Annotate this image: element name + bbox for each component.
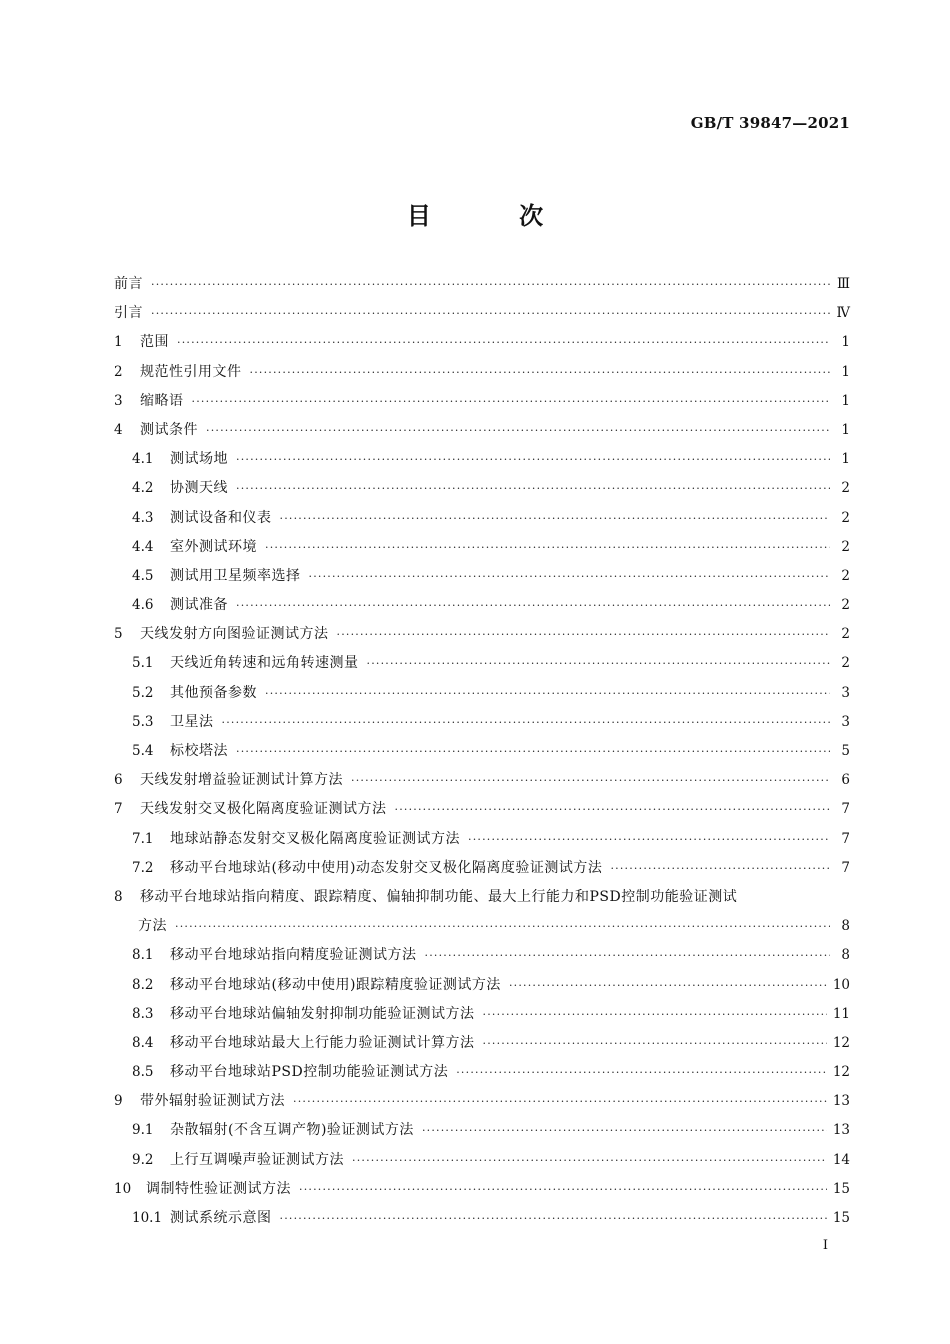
toc-leader-dots: [236, 737, 830, 766]
toc-entry[interactable]: [114, 1116, 850, 1145]
toc-entry-page: 1: [841, 392, 850, 409]
toc-entry[interactable]: [114, 416, 850, 445]
toc-entry-page: 1: [841, 334, 850, 351]
toc-entry[interactable]: [114, 328, 850, 357]
toc-entry[interactable]: [114, 445, 850, 474]
toc-entry-title: 方法: [138, 918, 167, 935]
toc-entry-number: 4.2: [132, 480, 154, 497]
toc-entry-number: 8.2: [132, 976, 154, 993]
toc-entry-number: 7: [114, 801, 123, 818]
toc-entry-page: 7: [841, 801, 850, 818]
page-title: 目 次: [406, 202, 584, 230]
toc-entry-title: 天线发射方向图验证测试方法: [140, 626, 329, 643]
toc-entry-page: 12: [832, 1064, 850, 1081]
toc-entry-title: 标校塔法: [170, 743, 228, 759]
toc-entry-page: 2: [841, 509, 850, 526]
toc-leader-dots: [483, 1029, 827, 1058]
toc-entry-title: 移动平台地球站偏轴发射抑制功能验证测试方法: [170, 1005, 475, 1022]
toc-entry-title: 移动平台地球站(移动中使用)跟踪精度验证测试方法: [170, 976, 501, 993]
toc-leader-dots: [236, 445, 830, 474]
toc-entry[interactable]: [114, 562, 850, 591]
toc-entry[interactable]: [114, 1204, 850, 1233]
toc-entry-page: 5: [841, 743, 850, 759]
toc-entry-page: 1: [841, 363, 850, 380]
toc-entry-page: Ⅲ: [836, 276, 850, 292]
page-number: I: [822, 1238, 828, 1253]
toc-entry-page: 2: [841, 480, 850, 497]
toc-entry-page: 8: [841, 947, 850, 964]
toc-entry-title: 移动平台地球站PSD控制功能验证测试方法: [170, 1064, 449, 1081]
toc-entry[interactable]: [114, 620, 850, 649]
toc-entry-page: 10: [832, 976, 850, 993]
toc-entry[interactable]: [114, 591, 850, 620]
toc-entry-page: 14: [832, 1151, 850, 1168]
toc-entry-number: 8.4: [132, 1034, 154, 1051]
toc-entry-title: 其他预备参数: [170, 684, 257, 701]
toc-entry-title: 缩略语: [140, 392, 184, 409]
toc-leader-dots: [280, 1204, 827, 1233]
toc-entry[interactable]: [114, 358, 850, 387]
toc-entry-page: 15: [832, 1180, 850, 1197]
toc-leader-dots: [206, 416, 830, 445]
toc-entry[interactable]: [114, 1175, 850, 1204]
toc-entry-page: 11: [832, 1005, 850, 1022]
toc-leader-dots: [483, 1000, 827, 1029]
toc-entry[interactable]: [114, 1000, 850, 1029]
toc-leader-dots: [265, 679, 830, 708]
toc-entry-number: 5.4: [132, 743, 154, 759]
toc-leader-dots: [610, 854, 830, 883]
toc-entry[interactable]: [114, 766, 850, 795]
toc-entry-page: 7: [841, 859, 850, 876]
toc-leader-dots: [309, 562, 831, 591]
toc-entry[interactable]: [114, 854, 850, 883]
toc-leader-dots: [367, 649, 831, 678]
toc-entry[interactable]: [114, 387, 850, 416]
toc-entry-title: 移动平台地球站最大上行能力验证测试计算方法: [170, 1034, 475, 1051]
toc-leader-dots: [236, 474, 830, 503]
toc-entry-title: 带外辐射验证测试方法: [140, 1093, 285, 1110]
toc-entry-number: 4.3: [132, 509, 154, 526]
toc-entry-number: 7.1: [132, 830, 154, 847]
toc-entry-title: 地球站静态发射交叉极化隔离度验证测试方法: [170, 830, 460, 847]
toc-entry-title: 引言: [114, 305, 143, 322]
toc-entry-title: 测试条件: [140, 421, 198, 438]
toc-leader-dots: [509, 971, 827, 1000]
toc-entry[interactable]: [114, 533, 850, 562]
toc-entry-page: 1: [841, 451, 850, 468]
toc-entry-page: Ⅳ: [836, 305, 850, 322]
toc-leader-dots: [425, 941, 831, 970]
toc-leader-dots: [280, 504, 831, 533]
toc-entry-page: 2: [841, 655, 850, 672]
toc-leader-dots: [192, 387, 831, 416]
toc-entry[interactable]: [114, 474, 850, 503]
toc-leader-dots: [151, 270, 830, 299]
table-of-contents: [114, 270, 850, 1233]
toc-entry-page: 1: [841, 421, 850, 438]
toc-entry-page: 3: [841, 684, 850, 701]
toc-entry[interactable]: [114, 1087, 850, 1116]
toc-entry[interactable]: [114, 795, 850, 824]
toc-entry-number: 5.3: [132, 713, 154, 730]
toc-entry-number: 9: [114, 1093, 123, 1110]
toc-entry-number: 3: [114, 392, 123, 409]
toc-entry-title: 移动平台地球站(移动中使用)动态发射交叉极化隔离度验证测试方法: [170, 859, 603, 876]
toc-entry-title: 测试场地: [170, 451, 228, 468]
toc-leader-dots: [177, 328, 830, 357]
toc-entry-title: 杂散辐射(不含互调产物)验证测试方法: [170, 1122, 414, 1139]
toc-entry-title: 前言: [114, 276, 143, 292]
toc-entry[interactable]: [114, 1146, 850, 1175]
toc-entry[interactable]: [114, 504, 850, 533]
toc-entry[interactable]: [114, 883, 850, 912]
toc-leader-dots: [175, 912, 830, 941]
toc-entry-number: 8: [114, 888, 123, 905]
toc-entry[interactable]: [114, 708, 850, 737]
toc-entry-number: 10: [114, 1180, 132, 1197]
toc-entry-title: 室外测试环境: [170, 538, 257, 555]
toc-leader-dots: [299, 1175, 827, 1204]
toc-entry-number: 8.5: [132, 1064, 154, 1081]
toc-entry-number: 9.1: [132, 1122, 154, 1139]
toc-entry-number: 6: [114, 772, 123, 789]
toc-entry-number: 4.5: [132, 567, 154, 584]
toc-entry-title: 协测天线: [170, 480, 228, 497]
toc-entry-title: 规范性引用文件: [140, 363, 242, 380]
toc-entry-number: 10.1: [132, 1210, 163, 1226]
toc-entry[interactable]: [114, 941, 850, 970]
toc-entry-title: 测试设备和仪表: [170, 509, 272, 526]
toc-entry[interactable]: [114, 912, 850, 941]
toc-entry-number: 5.2: [132, 684, 154, 701]
toc-entry-title: 范围: [140, 334, 169, 351]
toc-entry[interactable]: [114, 825, 850, 854]
toc-entry[interactable]: [114, 1058, 850, 1087]
toc-entry[interactable]: [114, 270, 850, 299]
toc-entry-title: 移动平台地球站指向精度、跟踪精度、偏轴抑制功能、最大上行能力和PSD控制功能验证测试: [140, 888, 738, 905]
toc-entry-title: 测试系统示意图: [170, 1210, 272, 1226]
toc-leader-dots: [250, 358, 831, 387]
toc-entry-page: 15: [832, 1210, 850, 1226]
toc-entry-page: 12: [832, 1034, 850, 1051]
toc-entry-title: 移动平台地球站指向精度验证测试方法: [170, 947, 417, 964]
toc-leader-dots: [456, 1058, 827, 1087]
toc-entry[interactable]: [114, 1029, 850, 1058]
toc-leader-dots: [293, 1087, 827, 1116]
toc-entry-page: 3: [841, 713, 850, 730]
toc-entry-page: 13: [832, 1093, 850, 1110]
toc-entry-page: 2: [841, 626, 850, 643]
toc-entry-page: 2: [841, 597, 850, 614]
toc-leader-dots: [265, 533, 830, 562]
toc-entry-number: 4: [114, 421, 123, 438]
toc-entry-number: 4.6: [132, 597, 154, 614]
toc-entry-title: 天线发射增益验证测试计算方法: [140, 772, 343, 789]
toc-entry-title: 上行互调噪声验证测试方法: [170, 1151, 344, 1168]
toc-entry[interactable]: [114, 649, 850, 678]
toc-leader-dots: [222, 708, 831, 737]
toc-entry-page: 13: [832, 1122, 850, 1139]
toc-entry-page: 8: [841, 918, 850, 935]
toc-entry-page: 7: [841, 830, 850, 847]
toc-leader-dots: [468, 825, 830, 854]
toc-leader-dots: [337, 620, 831, 649]
toc-entry-page: 2: [841, 538, 850, 555]
toc-entry-page: 6: [841, 772, 850, 789]
toc-leader-dots: [395, 795, 831, 824]
toc-entry-number: 2: [114, 363, 123, 380]
standard-code: GB/T 39847—2021: [690, 114, 850, 132]
toc-entry[interactable]: [114, 679, 850, 708]
toc-leader-dots: [422, 1116, 827, 1145]
toc-entry-title: 卫星法: [170, 713, 214, 730]
toc-entry-title: 测试准备: [170, 597, 228, 614]
toc-entry-number: 7.2: [132, 859, 154, 876]
toc-entry-number: 4.4: [132, 538, 154, 555]
toc-entry[interactable]: [114, 737, 850, 766]
toc-leader-dots: [236, 591, 830, 620]
toc-entry-title: 测试用卫星频率选择: [170, 567, 301, 584]
toc-entry-number: 5: [114, 626, 123, 643]
toc-leader-dots: [151, 299, 830, 328]
toc-entry-title: 调制特性验证测试方法: [146, 1180, 291, 1197]
toc-entry-title: 天线近角转速和远角转速测量: [170, 655, 359, 672]
toc-entry-number: 4.1: [132, 451, 154, 468]
toc-entry[interactable]: [114, 971, 850, 1000]
toc-entry-number: 9.2: [132, 1151, 154, 1168]
toc-leader-dots: [352, 1146, 827, 1175]
toc-entry-number: 5.1: [132, 655, 154, 672]
toc-entry-number: 1: [114, 334, 123, 351]
toc-entry-number: 8.1: [132, 947, 154, 964]
toc-entry-page: 2: [841, 567, 850, 584]
toc-entry-number: 8.3: [132, 1005, 154, 1022]
toc-entry-title: 天线发射交叉极化隔离度验证测试方法: [140, 801, 387, 818]
toc-leader-dots: [351, 766, 830, 795]
toc-entry[interactable]: [114, 299, 850, 328]
